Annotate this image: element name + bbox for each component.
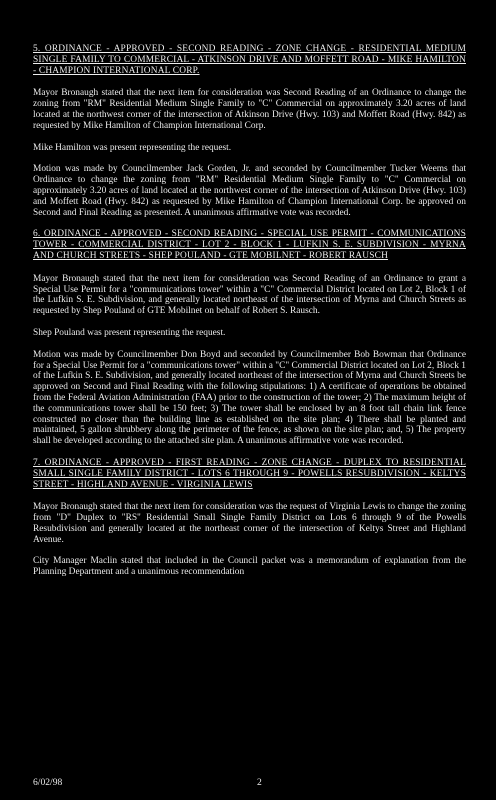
section-6-paragraph-3: Motion was made by Councilmember Don Boyd and seconded by Councilmember Bob Bowman that Ordinance for a Special Use Permit for a "communications tower" within a "C" Commercial District located on Lot 2, Block 1 of the Lufkin S. E. Subdivision, and generally located northeast of the intersection of Myrna and Church Streets be approved on Second and Final Reading with the following stipulations: 1) A certificate of operations be obtained from the Federal Aviation Administration (FAA) prior to the construction of the tower; 2) The maximum height of the communications tower shall be 150 feet; 3) The tower shall be enclosed by an 8 foot tall chain link fence constructed no closer than the building line as established on the site plan; 4) There shall be planted and maintained, 5 gallon shrubbery along the perimeter of the fence, as shown on the site plan; and, 5) The property shall be developed according to the attached site plan. A unanimous affirmative vote was recorded. [33, 349, 466, 447]
section-7-paragraph-2: City Manager Maclin stated that included in the Council packet was a memorandum of explanation from the Planning Department and a unanimous recommendation [33, 556, 466, 578]
section-7-heading: 7. ORDINANCE - APPROVED - FIRST READING - ZONE CHANGE - DUPLEX TO RESIDENTIAL SMALL SINGLE FAMILY DISTRICT - LOTS 6 THROUGH 9 - POWELLS RESUBDIVISION - KELTYS STREET - HIGHLAND AVENUE - VIRGINIA LEWIS [33, 457, 466, 490]
footer-date: 6/02/98 [33, 777, 63, 789]
page-number: 2 [257, 777, 262, 789]
section-6-paragraph-2: Shep Pouland was present representing the request. [33, 327, 226, 338]
page-footer [33, 778, 466, 789]
section-5-paragraph-1: Mayor Bronaugh stated that the next item for consideration was Second Reading of an Ordinance to change the zoning from "RM" Residential Medium Single Family to "C" Commercial on approximately 3.20 acres of land located at the northwest corner of the intersection of Atkinson Drive (Hwy. 103) and Moffett Road (Hwy. 842) as requested by Mike Hamilton of Champion International Corp. [33, 88, 466, 131]
section-7-paragraph-1: Mayor Bronaugh stated that the next item for consideration was the request of Virginia Lewis to change the zoning from "D" Duplex to "RS" Residential Small Single Family District on Lots 6 through 9 of the Powells Resubdivision and generally located at the northeast corner of the intersection of Keltys Street and Highland Avenue. [33, 502, 466, 545]
section-5-paragraph-3: Motion was made by Councilmember Jack Gorden, Jr. and seconded by Councilmember Tucker Weems that Ordinance to change the zoning from "RM" Residential Medium Single Family to "C" Commercial on approximately 3.20 acres of land located at the northwest corner of the intersection of Atkinson Drive (Hwy. 103) and Moffett Road (Hwy. 842) as requested by Mike Hamilton of Champion International Corp. be approved on Second and Final Reading as presented. A unanimous affirmative vote was recorded. [33, 164, 466, 218]
section-6-heading: 6. ORDINANCE - APPROVED - SECOND READING - SPECIAL USE PERMIT - COMMUNICATIONS TOWER - COMMERCIAL DISTRICT - LOT 2 - BLOCK 1 - LUFKIN S. E. SUBDIVISION - MYRNA AND CHURCH STREETS - SHEP POULAND - GTE MOBILNET - ROBERT RAUSCH [33, 229, 466, 261]
section-6-paragraph-1: Mayor Bronaugh stated that the next item for consideration was Second Reading of an Ordinance to grant a Special Use Permit for a "communications tower" within a "C" Commercial District located on Lot 2, Block 1 of the Lufkin S. E. Subdivision, and generally located northeast of the intersection of Myrna and Church Streets as requested by Shep Pouland of GTE Mobilnet on behalf of Robert S. Rausch. [33, 273, 466, 317]
section-5-paragraph-2: Mike Hamilton was present representing the request. [33, 142, 232, 153]
section-5-heading: 5. ORDINANCE - APPROVED - SECOND READING - ZONE CHANGE - RESIDENTIAL MEDIUM SINGLE FAMILY TO COMMERCIAL - ATKINSON DRIVE AND MOFFETT ROAD - MIKE HAMILTON - CHAMPION INTERNATIONAL CORP. [33, 44, 466, 76]
